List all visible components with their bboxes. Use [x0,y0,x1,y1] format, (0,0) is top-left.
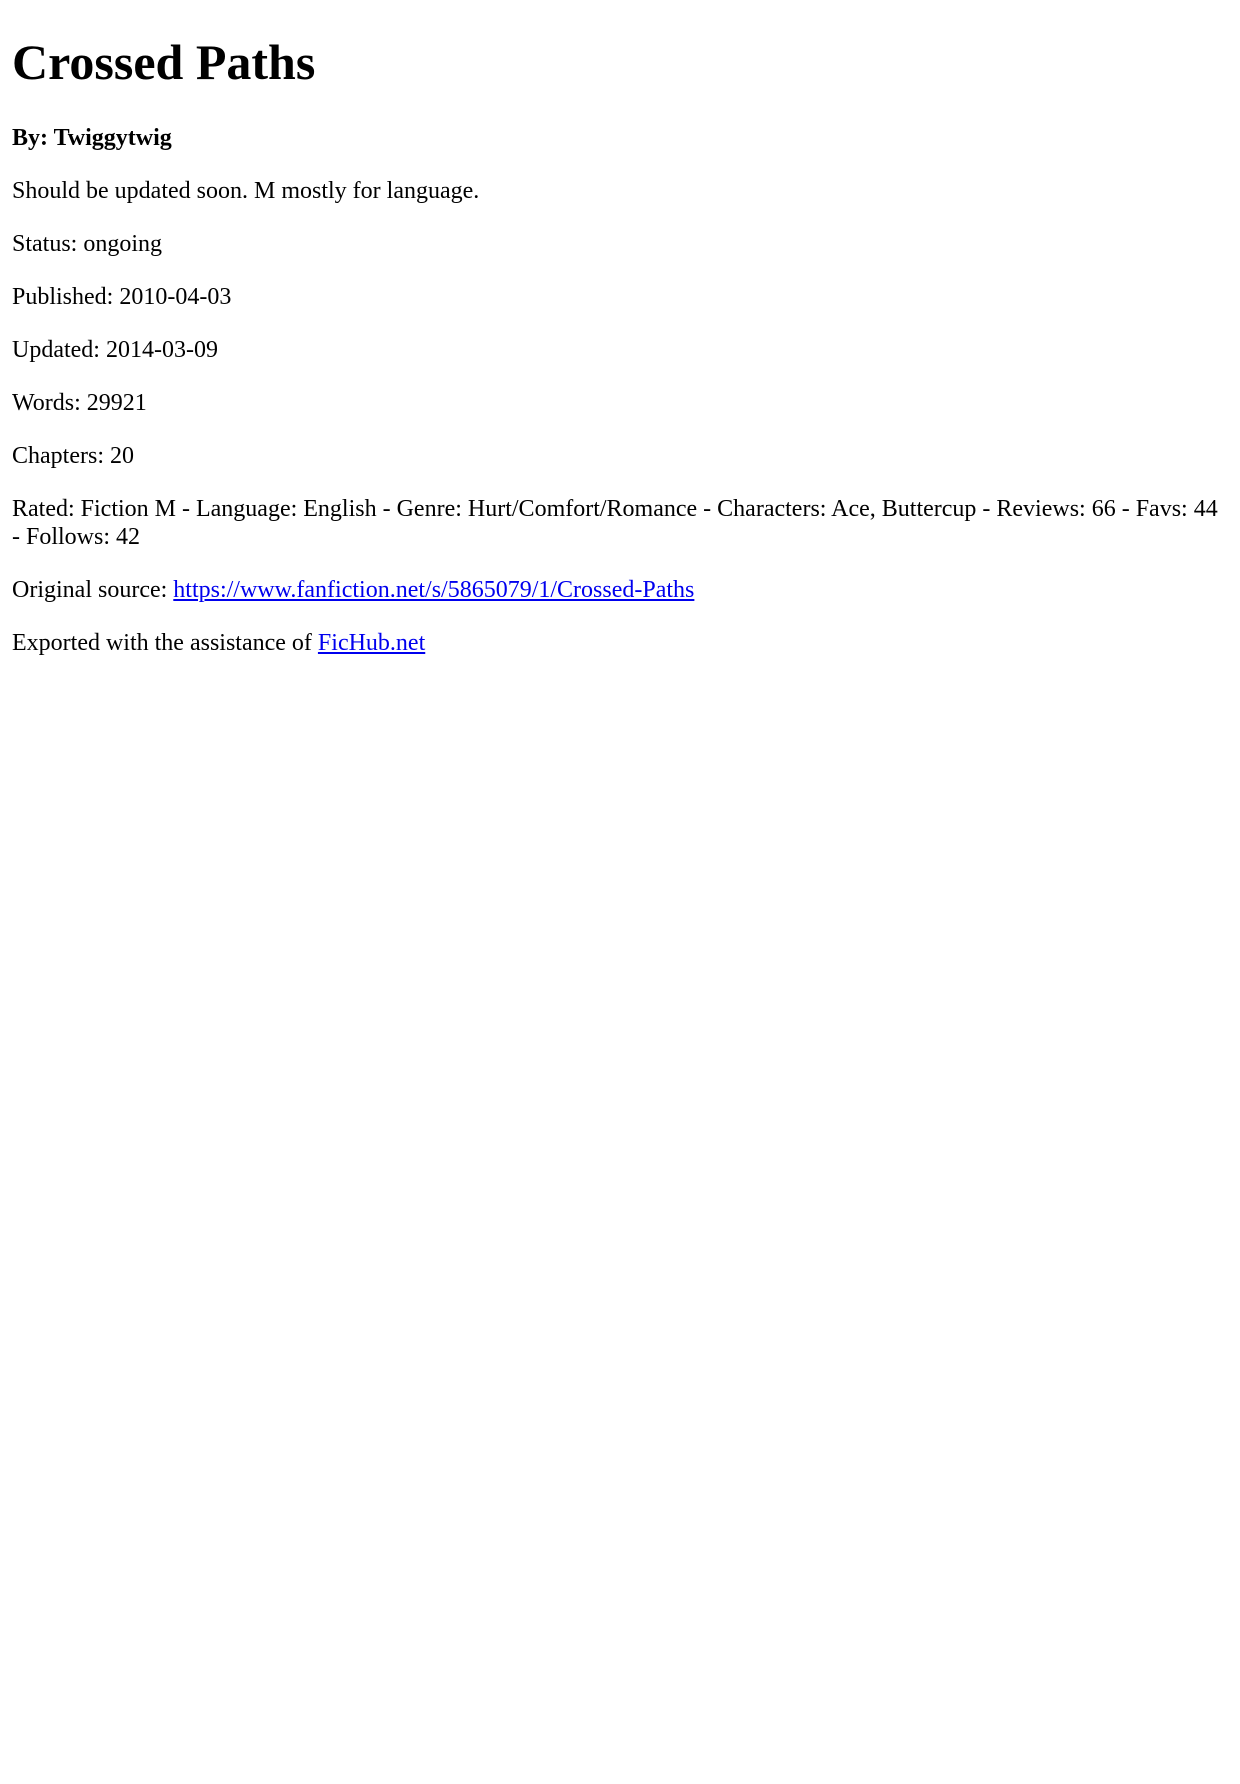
story-title: Crossed Paths [12,34,316,90]
export-credit [12,629,1228,657]
original-source-link[interactable]: https://www.fanfiction.net/s/5865079/1/Crossed-Paths [173,577,695,603]
story-details: Rated: Fiction M - Language: English - Genre: Hurt/Comfort/Romance - Characters: Ace, Buttercup - Reviews: 66 - Favs: 44 - Follows: 42 [12,496,1218,550]
author-byline: By: Twiggytwig [12,125,172,151]
document-page [0,32,1240,657]
published-date: Published: 2010-04-03 [12,284,232,310]
story-status: Status: ongoing [12,231,163,257]
word-count: Words: 29921 [12,390,147,416]
fichub-link[interactable]: FicHub.net [317,630,426,656]
chapter-count: Chapters: 20 [12,443,134,469]
original-source-label: Original source: [12,577,174,603]
story-summary: Should be updated soon. M mostly for language. [12,178,480,204]
original-source [12,576,1228,604]
updated-date: Updated: 2014-03-09 [12,337,218,363]
export-credit-label: Exported with the assistance of [12,630,318,656]
